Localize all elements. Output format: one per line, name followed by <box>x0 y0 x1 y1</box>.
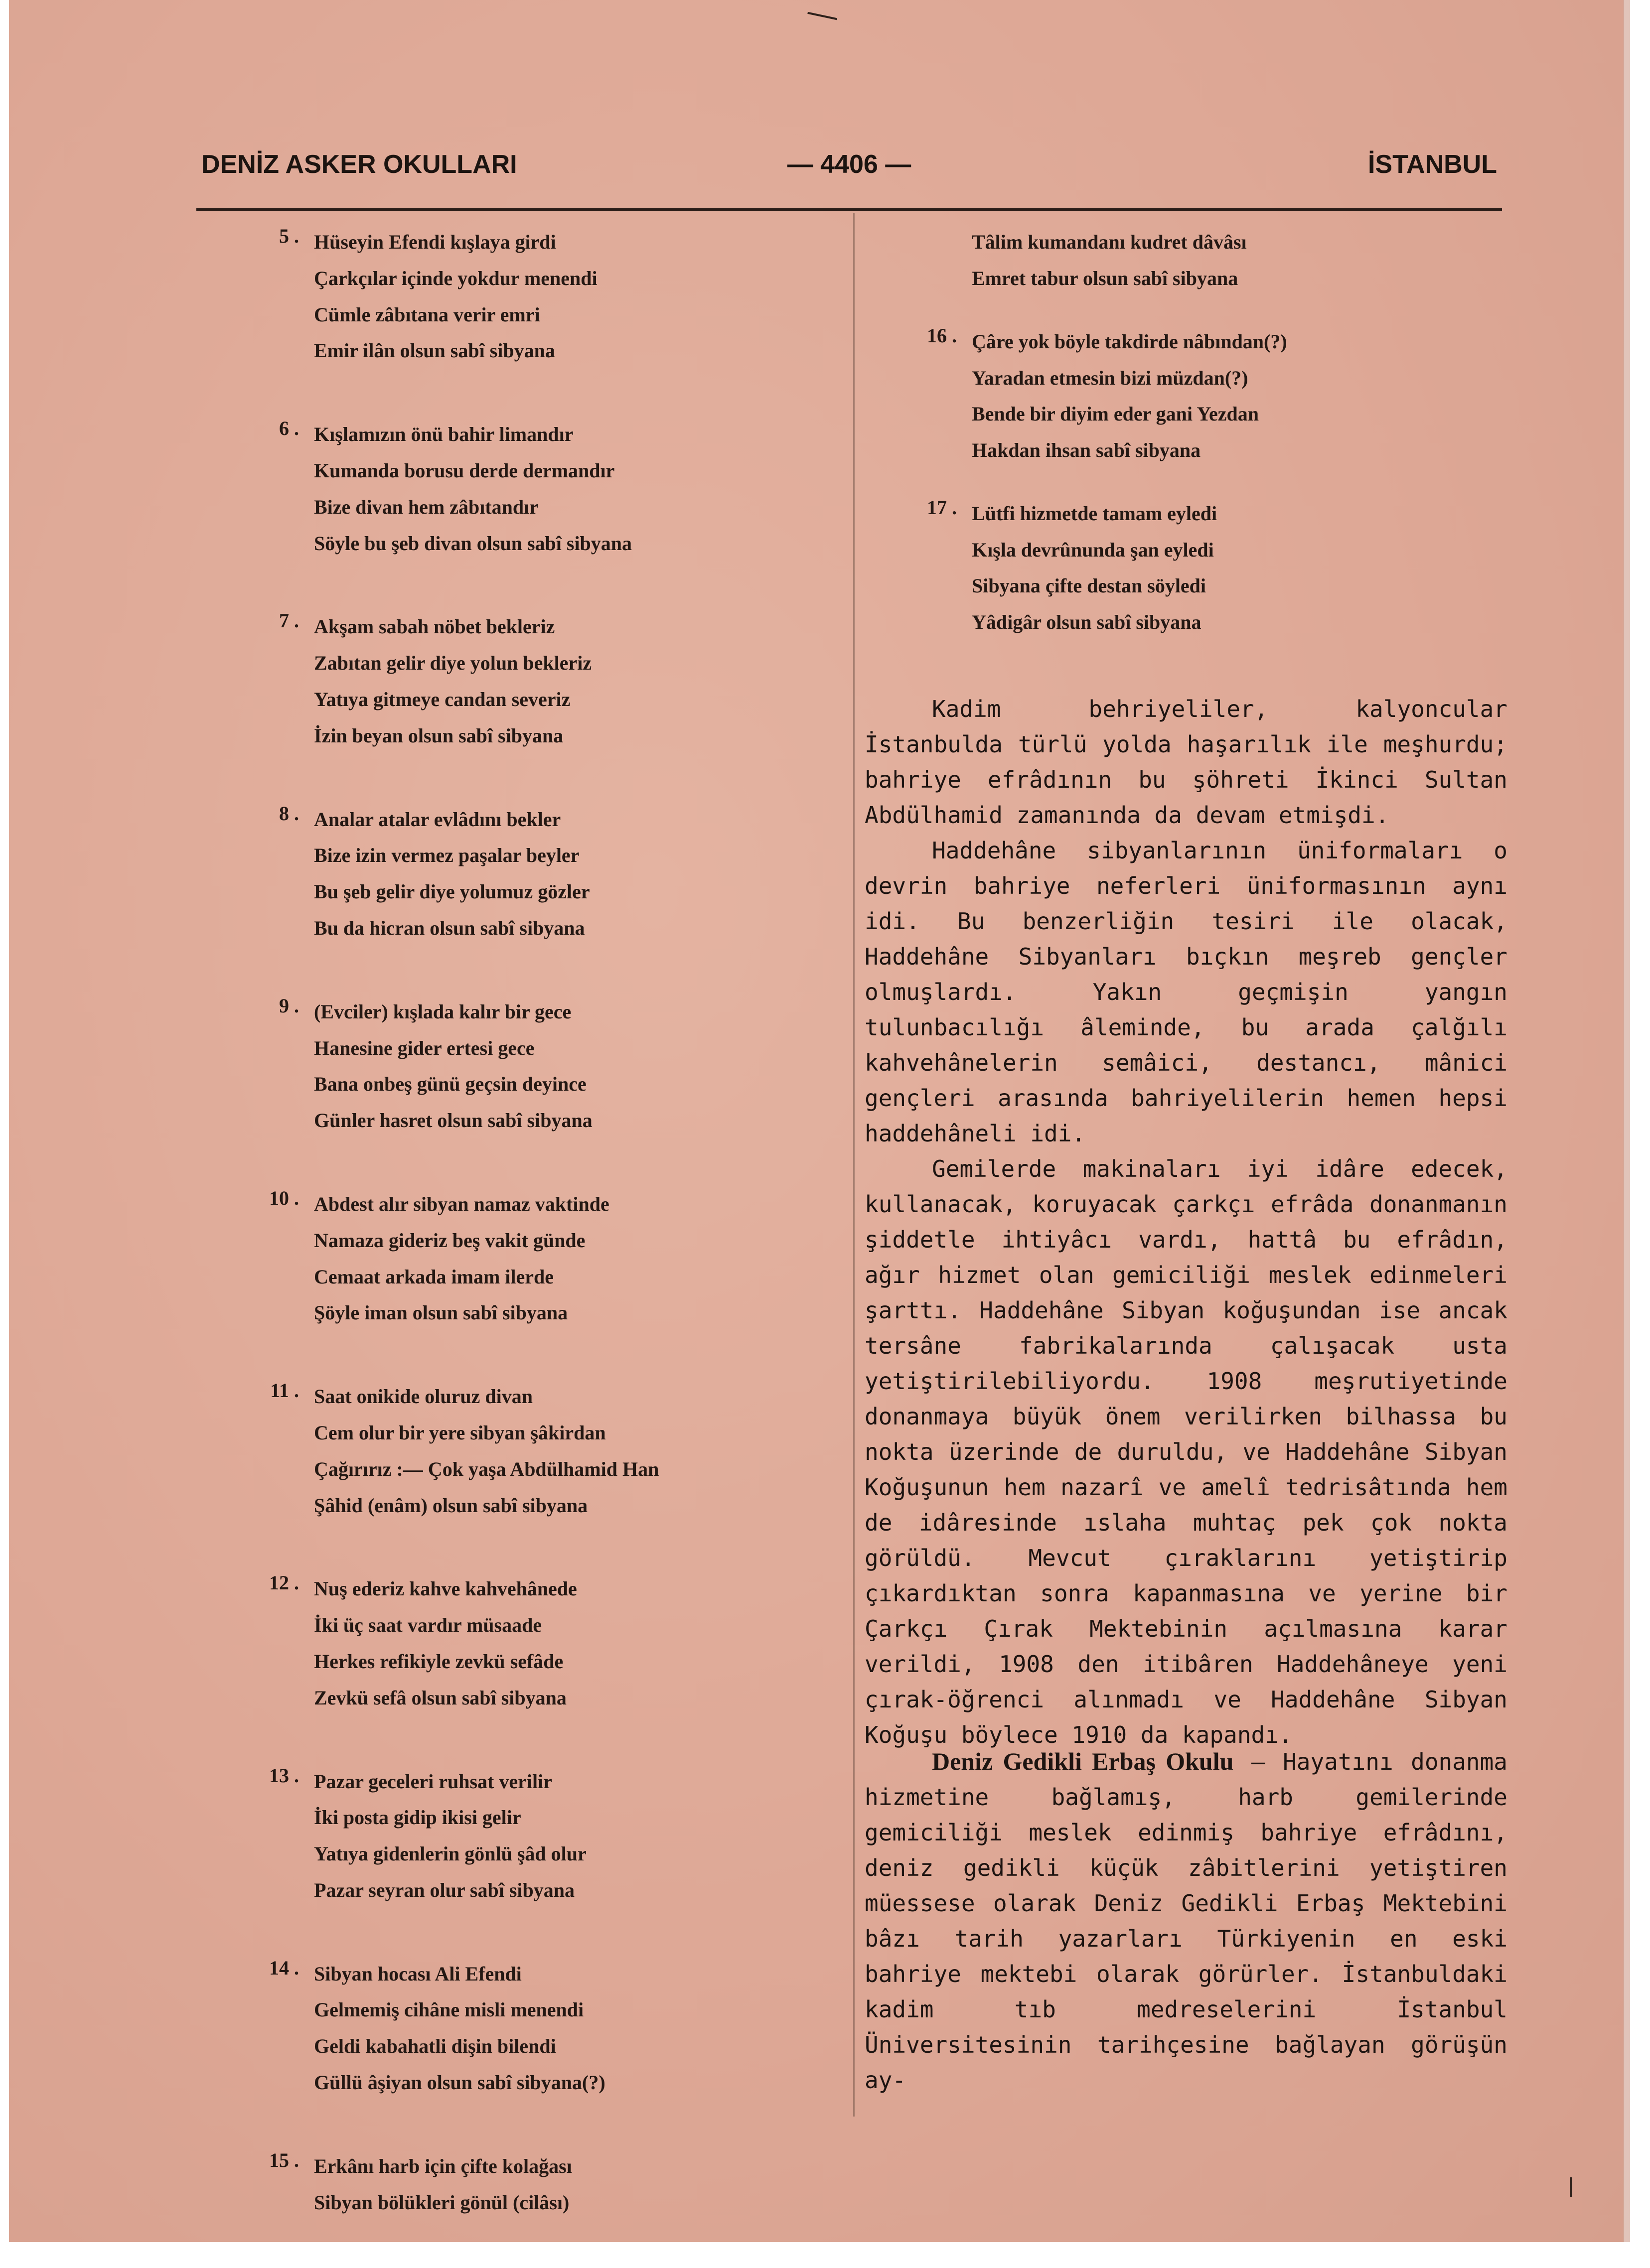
stanza-lines <box>314 1186 852 1331</box>
verse-line: Çağırırız :— Çok yaşa Abdülhamid Han <box>314 1457 659 1480</box>
stanza <box>239 224 852 369</box>
stanza <box>865 224 1507 296</box>
stanza-lines <box>314 802 852 947</box>
stanza-number: 8 . <box>279 802 299 825</box>
verse-line: Kışlamızın önü bahir limandır <box>314 423 574 446</box>
verse-line: Yatıya gidenlerin gönlü şâd olur <box>314 1843 587 1865</box>
stanza-lines <box>314 2148 852 2221</box>
stanza <box>239 1956 852 2101</box>
verse-line: Günler hasret olsun sabî sibyana <box>314 1109 593 1132</box>
verse-line: Çâre yok böyle takdirde nâbından(?) <box>972 330 1287 353</box>
verse-line: Hüseyin Efendi kışlaya girdi <box>314 231 556 253</box>
left-column-poem <box>239 224 852 2268</box>
verse-line: Emir ilân olsun sabî sibyana <box>314 339 555 362</box>
stanza <box>239 2148 852 2221</box>
paper-mark <box>1570 2177 1572 2197</box>
verse-line: Bize divan hem zâbıtandır <box>314 495 539 518</box>
column-divider <box>853 213 855 2117</box>
header-left-title: DENİZ ASKER OKULLARI <box>201 150 517 179</box>
stanza <box>239 609 852 754</box>
verse-line: Bu şeb gelir diye yolumuz gözler <box>314 880 590 903</box>
stanza-number: 7 . <box>279 609 299 632</box>
stanza-number: 5 . <box>279 225 299 247</box>
stanza <box>239 802 852 947</box>
paragraph: Haddehâne sibyanlarının üniformaları o devrin bahriye neferleri üniformasının aynı idi. Bu benzerliğin tesiri ile olacak, Haddehâne Sibyanları bıçkın meşreb gençler olmuşlardı. Yakın geçmişin yangın tulunbacılığı âleminde, bu arada çalğılı kahvehânelerin semâici, destancı, mânici gençleri arasında bahriyelilerin hemen hepsi haddehâneli idi. <box>865 837 1507 1147</box>
verse-line: Saat onikide oluruz divan <box>314 1385 533 1408</box>
stanza-number: 17 . <box>927 496 957 519</box>
verse-line: Kışla devrûnunda şan eyledi <box>972 538 1214 561</box>
stanza-number: 13 . <box>269 1764 299 1787</box>
verse-line: Şâhid (enâm) olsun sabî sibyana <box>314 1494 588 1517</box>
verse-line: Şöyle iman olsun sabî sibyana <box>314 1301 568 1324</box>
verse-line: Kumanda borusu derde dermandır <box>314 459 615 482</box>
stanza <box>239 994 852 1139</box>
verse-line: Söyle bu şeb divan olsun sabî sibyana <box>314 532 632 555</box>
verse-line: Bu da hicran olsun sabî sibyana <box>314 916 585 939</box>
verse-line: Abdest alır sibyan namaz vaktinde <box>314 1192 609 1215</box>
verse-line: Emret tabur olsun sabî sibyana <box>972 267 1238 289</box>
verse-line: Sibyana çifte destan söyledi <box>972 574 1206 597</box>
verse-line: Bize izin vermez paşalar beyler <box>314 844 580 867</box>
verse-line: Zevkü sefâ olsun sabî sibyana <box>314 1686 567 1709</box>
stanza-number: 6 . <box>279 417 299 440</box>
verse-line: Bana onbeş günü geçsin deyince <box>314 1073 587 1096</box>
stanza-lines <box>314 994 852 1139</box>
verse-line: Bende bir diyim eder gani Yezdan <box>972 403 1259 425</box>
paragraph <box>865 1744 1507 2098</box>
stanza-number: 15 . <box>269 2148 299 2171</box>
verse-line: Hanesine gider ertesi gece <box>314 1036 535 1059</box>
stanza-number: 11 . <box>270 1379 299 1402</box>
verse-line: Yâdigâr olsun sabî sibyana <box>972 610 1201 633</box>
verse-line: (Evciler) kışlada kalır bir gece <box>314 1000 572 1023</box>
verse-line: Analar atalar evlâdını bekler <box>314 808 561 831</box>
verse-line: Cemaat arkada imam ilerde <box>314 1265 554 1288</box>
verse-line: Namaza gideriz beş vakit günde <box>314 1229 586 1252</box>
verse-line: Akşam sabah nöbet bekleriz <box>314 615 555 638</box>
paper-edge <box>1623 0 1630 2242</box>
stanza-lines <box>972 324 1507 468</box>
page-number: — 4406 — <box>787 150 911 179</box>
paragraph-text: — Hayatını donanma hizmetine bağlamış, harb gemilerinde gemiciliği meslek edinmiş bahriye efrâdını, deniz gedikli küçük zâbitlerini yetiştiren müessese olarak Deniz Gedikli Erbaş Mektebini bâzı tarih yazarları Türkiyenin en eski bahriye mektebi olarak görürler. İstanbuldaki kadim tıb medreselerini İstanbul Üniversitesinin tarihçesine bağlayan görüşün ay- <box>865 1748 1507 2094</box>
verse-line: Erkânı harb için çifte kolağası <box>314 2154 572 2177</box>
stanza-lines <box>314 609 852 754</box>
stanza-lines <box>314 224 852 369</box>
prose-block-2 <box>865 1744 1507 2098</box>
verse-line: Sibyan bölükleri gönül (cilâsı) <box>314 2191 570 2214</box>
stanza-lines <box>314 1379 852 1524</box>
stanza-lines <box>314 417 852 562</box>
verse-line: Gelmemiş cihâne misli menendi <box>314 1998 584 2021</box>
verse-line: Lütfi hizmetde tamam eyledi <box>972 502 1217 525</box>
verse-line: Yaradan etmesin bizi müzdan(?) <box>972 366 1248 389</box>
verse-line: Pazar seyran olur sabî sibyana <box>314 1878 575 1901</box>
verse-line: Hakdan ihsan sabî sibyana <box>972 438 1201 461</box>
stanza-number: 9 . <box>279 994 299 1017</box>
prose-block-1 <box>865 692 1507 1753</box>
stanza-lines <box>972 496 1507 640</box>
right-column-poem <box>865 224 1507 668</box>
stanza-lines <box>314 1764 852 1909</box>
stanza <box>239 417 852 562</box>
verse-line: Nuş ederiz kahve kahvehânede <box>314 1577 577 1600</box>
stanza-lines <box>314 1956 852 2101</box>
verse-line: Pazar geceleri ruhsat verilir <box>314 1770 552 1793</box>
verse-line: İzin beyan olsun sabî sibyana <box>314 724 564 747</box>
stanza-number: 12 . <box>269 1571 299 1594</box>
verse-line: Güllü âşiyan olsun sabî sibyana(?) <box>314 2071 605 2094</box>
verse-line: Herkes refikiyle zevkü sefâde <box>314 1650 564 1673</box>
stanza <box>865 324 1507 468</box>
stanza-lines <box>314 1571 852 1716</box>
verse-line: Sibyan hocası Ali Efendi <box>314 1962 522 1985</box>
stanza <box>239 1379 852 1524</box>
verse-line: İki posta gidip ikisi gelir <box>314 1806 521 1829</box>
verse-line: Cem olur bir yere sibyan şâkirdan <box>314 1421 606 1444</box>
stanza <box>239 1764 852 1909</box>
stanza-number: 10 . <box>269 1186 299 1209</box>
verse-line: Yatıya gitmeye candan severiz <box>314 688 571 710</box>
header-rule <box>196 208 1502 211</box>
page-header <box>201 149 1497 194</box>
stanza-number: 16 . <box>927 324 957 347</box>
verse-line: Cümle zâbıtana verir emri <box>314 303 540 326</box>
verse-line: İki üç saat vardır müsaade <box>314 1614 542 1637</box>
stanza-lines <box>972 224 1507 296</box>
verse-line: Çarkçılar içinde yokdur menendi <box>314 267 598 289</box>
header-right-title: İSTANBUL <box>1367 150 1497 179</box>
verse-line: Geldi kabahatli dişin bilendi <box>314 2035 556 2058</box>
section-heading: Deniz Gedikli Erbaş Okulu <box>932 1747 1234 1775</box>
stanza <box>239 1571 852 1716</box>
stanza <box>239 1186 852 1331</box>
stanza-number: 14 . <box>269 1956 299 1979</box>
stanza <box>865 496 1507 640</box>
stanza-number <box>865 224 972 296</box>
verse-line: Tâlim kumandanı kudret dâvâsı <box>972 231 1247 253</box>
verse-line: Zabıtan gelir diye yolun bekleriz <box>314 652 592 675</box>
paragraph: Gemilerde makinaları iyi idâre edecek, kullanacak, koruyacak çarkçı efrâda donanmanın şiddetle ihtiyâcı vardı, hattâ bu efrâdın, ağır hizmet olan gemiciliği meslek edinmeleri şarttı. Haddehâne Sibyan koğuşundan ise ancak tersâne fabrikalarında çalışacak usta yetiştirilebiliyordu. 1908 meşrutiyetinde donanmaya büyük önem verilirken bilhassa bu nokta üzerinde de duruldu, ve Haddehâne Sibyan Koğuşunun hem nazarî ve amelî tedrisâtında hem de idâresinde ıslaha muhtaç pek çok nokta görüldü. Mevcut çıraklarını yetiştirip çıkardıktan sonra kapanmasına ve yerine bir Çarkçı Çırak Mektebinin açılmasına karar verildi, 1908 den itibâren Haddehâneye yeni çırak-öğrenci alınmadı ve Haddehâne Sibyan Koğuşu böylece 1910 da kapandı. <box>865 1155 1507 1748</box>
paragraph: Kadim behriyeliler, kalyoncular İstanbulda türlü yolda haşarılık ile meşhurdu; bahriye efrâdının bu şöhreti İkinci Sultan Abdülhamid zamanında da devam etmişdi. <box>865 696 1507 829</box>
